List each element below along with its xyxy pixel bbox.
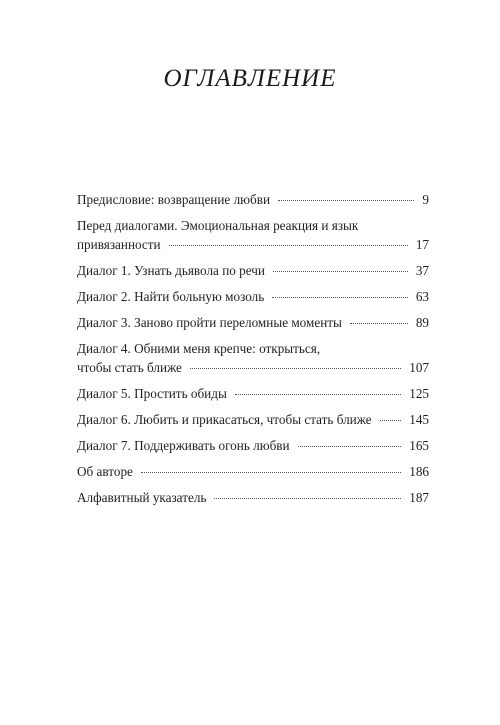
table-of-contents xyxy=(77,190,429,514)
toc-entry-title: Диалог 6. Любить и прикасаться, чтобы стать ближе xyxy=(77,412,372,427)
toc-row xyxy=(77,436,429,455)
toc-entry-title: Диалог 5. Простить обиды xyxy=(77,386,227,401)
toc-page-number: 186 xyxy=(409,464,429,479)
dot-leader xyxy=(380,420,402,421)
toc-row xyxy=(77,358,429,377)
toc-entry xyxy=(77,313,429,332)
dot-leader xyxy=(190,368,401,369)
toc-page-number: 125 xyxy=(409,386,429,401)
toc-entry-title: Диалог 2. Найти больную мозоль xyxy=(77,289,265,304)
toc-row xyxy=(77,261,429,280)
toc-entry xyxy=(77,384,429,403)
toc-entry-title: Диалог 3. Заново пройти переломные моменты xyxy=(77,315,342,330)
toc-page-number: 63 xyxy=(415,289,429,304)
toc-entry xyxy=(77,216,429,254)
toc-row xyxy=(77,190,429,209)
toc-row xyxy=(77,488,429,507)
toc-entry xyxy=(77,436,429,455)
toc-entry-title-line1: Перед диалогами. Эмоциональная реакция и язык xyxy=(77,218,359,233)
dot-leader xyxy=(350,323,408,324)
toc-row xyxy=(77,462,429,481)
toc-entry-title-line1: Диалог 4. Обними меня крепче: открыться, xyxy=(77,341,321,356)
toc-entry xyxy=(77,339,429,377)
dot-leader xyxy=(272,297,408,298)
toc-row xyxy=(77,235,429,254)
toc-page-number: 107 xyxy=(409,360,429,375)
dot-leader xyxy=(298,446,402,447)
toc-entry-title: Предисловие: возвращение любви xyxy=(77,192,271,207)
dot-leader xyxy=(278,200,414,201)
toc-page-number: 17 xyxy=(415,237,429,252)
toc-page-number: 165 xyxy=(409,438,429,453)
toc-row xyxy=(77,313,429,332)
toc-entry xyxy=(77,462,429,481)
toc-row xyxy=(77,410,429,429)
dot-leader xyxy=(141,472,401,473)
toc-entry-title: Диалог 7. Поддерживать огонь любви xyxy=(77,438,290,453)
toc-entry xyxy=(77,287,429,306)
toc-entry xyxy=(77,410,429,429)
toc-entry-title: чтобы стать ближе xyxy=(77,360,182,375)
page-title: ОГЛАВЛЕНИЕ xyxy=(163,65,337,92)
toc-row xyxy=(77,287,429,306)
toc-page-number: 9 xyxy=(422,192,429,207)
toc-entry-title: Об авторе xyxy=(77,464,133,479)
toc-entry-title: привязанности xyxy=(77,237,161,252)
toc-page-number: 89 xyxy=(415,315,429,330)
dot-leader xyxy=(235,394,401,395)
dot-leader xyxy=(214,498,401,499)
toc-page-number: 145 xyxy=(409,412,429,427)
toc-entry xyxy=(77,488,429,507)
toc-entry xyxy=(77,261,429,280)
toc-entry-title: Алфавитный указатель xyxy=(77,490,207,505)
toc-page-number: 37 xyxy=(415,263,429,278)
toc-row xyxy=(77,384,429,403)
toc-entry xyxy=(77,190,429,209)
dot-leader xyxy=(273,271,408,272)
dot-leader xyxy=(169,245,408,246)
toc-page-number: 187 xyxy=(409,490,429,505)
toc-entry-title: Диалог 1. Узнать дьявола по речи xyxy=(77,263,265,278)
